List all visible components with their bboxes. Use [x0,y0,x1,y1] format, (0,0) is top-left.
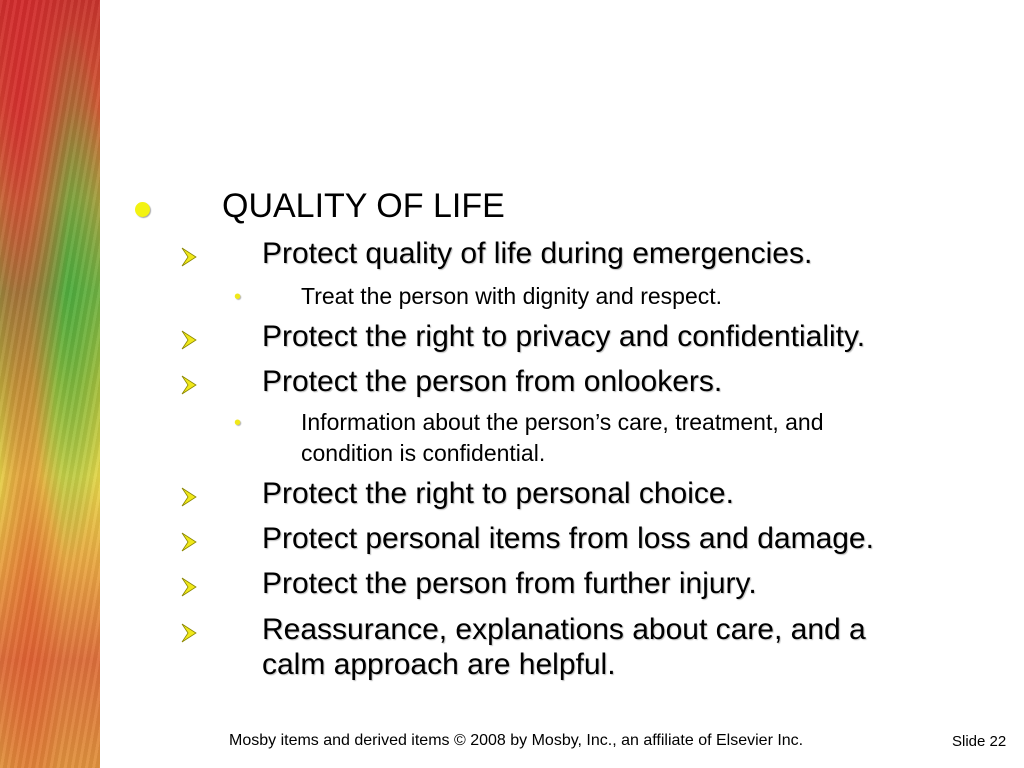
sub-bullet-text-continued: condition is confidential. [301,440,546,466]
slide-title: QUALITY OF LIFE [222,187,505,225]
sub-bullet-text: Information about the person’s care, treatment, and [301,409,824,435]
arrow-bullet-icon [180,622,198,644]
bullet-text-continued: calm approach are helpful. [262,648,616,681]
bullet-text: Protect quality of life during emergencies. [262,237,813,270]
bullet-text: Reassurance, explanations about care, and a [262,613,866,646]
round-bullet-icon [135,202,150,217]
bullet-text: Protect the person from further injury. [262,567,757,600]
arrow-bullet-icon [180,531,198,553]
slide-number: Slide 22 [952,733,1007,750]
bullet-text: Protect the right to personal choice. [262,477,734,510]
sub-bullet-text: Treat the person with dignity and respect. [301,283,723,309]
dot-bullet-icon: • [234,286,242,308]
bullet-text: Protect the person from onlookers. [262,365,723,398]
bullet-text: Protect the right to privacy and confidentiality. [262,320,866,353]
dot-bullet-icon: • [234,412,242,434]
arrow-bullet-icon [180,486,198,508]
bullet-text: Protect personal items from loss and damage. [262,522,874,555]
arrow-bullet-icon [180,374,198,396]
copyright-footer: Mosby items and derived items © 2008 by Mosby, Inc., an affiliate of Elsevier Inc. [229,732,804,749]
arrow-bullet-icon [180,329,198,351]
arrow-bullet-icon [180,246,198,268]
arrow-bullet-icon [180,576,198,598]
